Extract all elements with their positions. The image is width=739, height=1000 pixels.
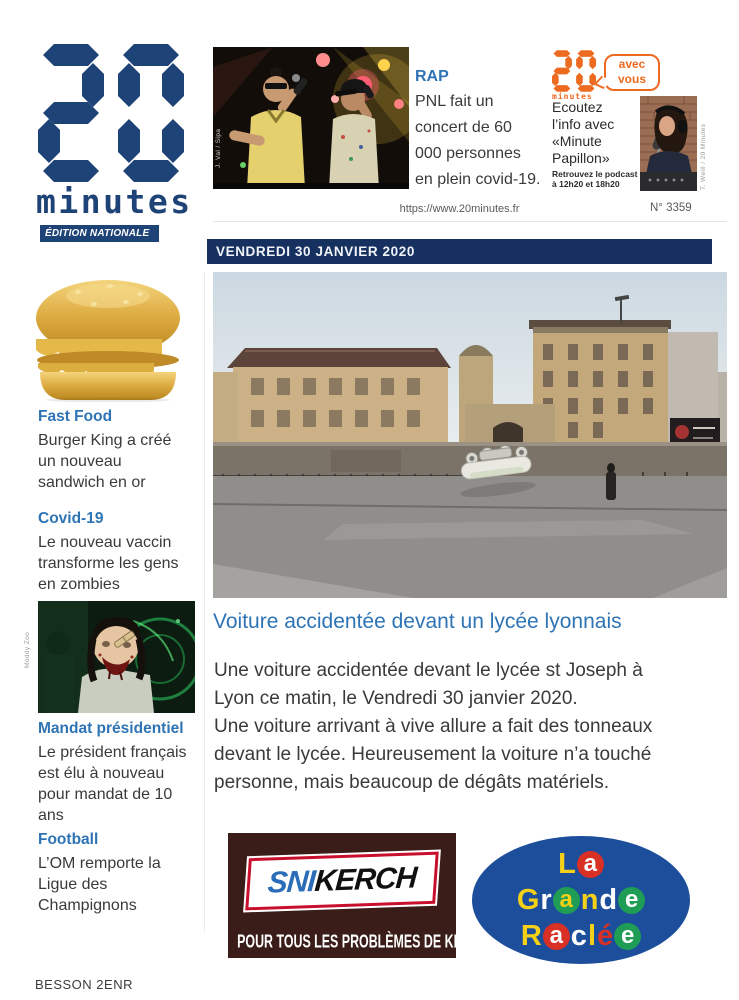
text-line: sandwich en or [38, 474, 146, 491]
text-line: à 12h20 et 18h20 [552, 179, 620, 189]
website-url[interactable]: https://www.20minutes.fr [399, 203, 520, 215]
raclee-line-1 [558, 846, 604, 882]
snikerch-brand-right: KERCH [313, 861, 418, 899]
bubble-line1: avec [618, 57, 646, 71]
zombie-photo [38, 601, 195, 713]
text-line: Champignons [38, 897, 137, 914]
raclee-line-2 [517, 882, 645, 918]
concert-photo [213, 47, 409, 189]
text-line: en zombies [38, 576, 120, 593]
podcast-photo-credit: T. Weill / 20 Minutes [700, 123, 707, 190]
raclee-letter: r [540, 883, 552, 916]
text-line: Retrouvez le podcast [552, 169, 638, 179]
sidebar-text-mandat [38, 742, 187, 826]
snikerch-slogan: POUR TOUS LES PROBLÈMES DE KERCH [237, 931, 489, 952]
text-line: en plein covid-19. [415, 171, 541, 188]
header-divider [213, 221, 727, 222]
top-story-text [415, 89, 540, 193]
text-line: Ligue des [38, 876, 108, 893]
golden-burger-photo [18, 272, 198, 402]
text-line: personne, mais beaucoup de dégâts matériels. [214, 772, 610, 793]
podcast-20-logo [552, 50, 596, 92]
raclee-letter: a [577, 851, 604, 878]
text-line: Le président français [38, 744, 187, 761]
text-line: Ecoutez [552, 99, 603, 115]
main-story-body [214, 657, 734, 797]
masthead-logo-word: minutes [36, 182, 193, 221]
raclee-letter: c [570, 919, 587, 952]
sidebar-category-mandat[interactable]: Mandat présidentiel [38, 720, 184, 737]
date-banner: VENDREDI 30 JANVIER 2020 [207, 239, 712, 264]
masthead-20-logo [38, 44, 184, 182]
pedestrian [606, 463, 616, 500]
avec-vous-bubble [604, 54, 660, 91]
raclee-letter: n [580, 883, 599, 916]
snikerch-logo [245, 852, 439, 911]
snikerch-brand-left: SNI [266, 864, 316, 900]
issue-number: N° 3359 [650, 202, 692, 214]
text-line: Lyon ce matin, le Vendredi 30 janvier 2020. [214, 688, 578, 709]
raclee-letter: e [618, 887, 645, 914]
concert-photo-credit: J. Val / Sipa [215, 128, 222, 168]
text-line: Le nouveau vaccin [38, 534, 172, 551]
podcast-logo-word: minutes [552, 92, 593, 101]
text-line: Papillon» [552, 150, 610, 166]
text-line: pour mandat de 10 [38, 786, 173, 803]
podcast-schedule-text [552, 169, 638, 189]
sidebar-divider [204, 272, 205, 932]
sidebar-category-football[interactable]: Football [38, 831, 99, 848]
raclee-letter: G [516, 883, 540, 916]
raclee-letter: a [553, 887, 580, 914]
raclee-letter: a [543, 923, 570, 950]
raclee-letter: e [614, 923, 641, 950]
top-story-category[interactable]: RAP [415, 68, 449, 85]
sidebar-text-fastfood [38, 430, 171, 493]
sidebar-text-football [38, 853, 161, 916]
zombie-photo-credit: Moddy Zoo [24, 631, 31, 668]
rapper-right [329, 79, 379, 189]
text-line: l’info avec [552, 116, 615, 132]
text-line: Une voiture accidentée devant le lycée st Joseph à [214, 660, 643, 681]
grande-raclee-logo [472, 836, 690, 964]
left-building [213, 348, 451, 447]
sidebar-text-covid [38, 532, 179, 595]
bubble-line2: vous [617, 72, 646, 86]
raclee-letter: d [599, 883, 618, 916]
edition-banner: ÉDITION NATIONALE [40, 225, 159, 242]
text-line: Une voiture arrivant à vive allure a fait des tonneaux [214, 716, 653, 737]
snikerch-ad [228, 833, 489, 958]
main-headline[interactable]: Voiture accidentée devant un lycée lyonnais [213, 610, 622, 633]
text-line: devant le lycée. Heureusement la voiture n’a touché [214, 744, 652, 765]
text-line: L’OM remporte la [38, 855, 161, 872]
text-line: ans [38, 807, 64, 824]
podcast-host-photo [640, 96, 697, 191]
raclee-letter: L [558, 847, 576, 880]
raclee-letter: R [520, 919, 542, 952]
text-line: concert de 60 [415, 119, 512, 136]
text-line: est élu à nouveau [38, 765, 165, 782]
text-line: Burger King a créé [38, 432, 172, 449]
raclee-line-3 [521, 918, 641, 954]
sidebar-category-covid[interactable]: Covid-19 [38, 510, 104, 527]
accident-scene-photo [213, 272, 727, 598]
text-line: PNL fait un [415, 93, 494, 110]
raclee-letter: l [587, 919, 596, 952]
sidebar-category-fastfood[interactable]: Fast Food [38, 408, 113, 425]
raclee-letter: é [597, 919, 614, 952]
text-line: 000 personnes [415, 145, 521, 162]
podcast-promo-text [552, 99, 614, 167]
text-line: «Minute [552, 133, 602, 149]
author-name: BESSON 2ENR [35, 977, 133, 992]
text-line: un nouveau [38, 453, 122, 470]
text-line: transforme les gens [38, 555, 179, 572]
